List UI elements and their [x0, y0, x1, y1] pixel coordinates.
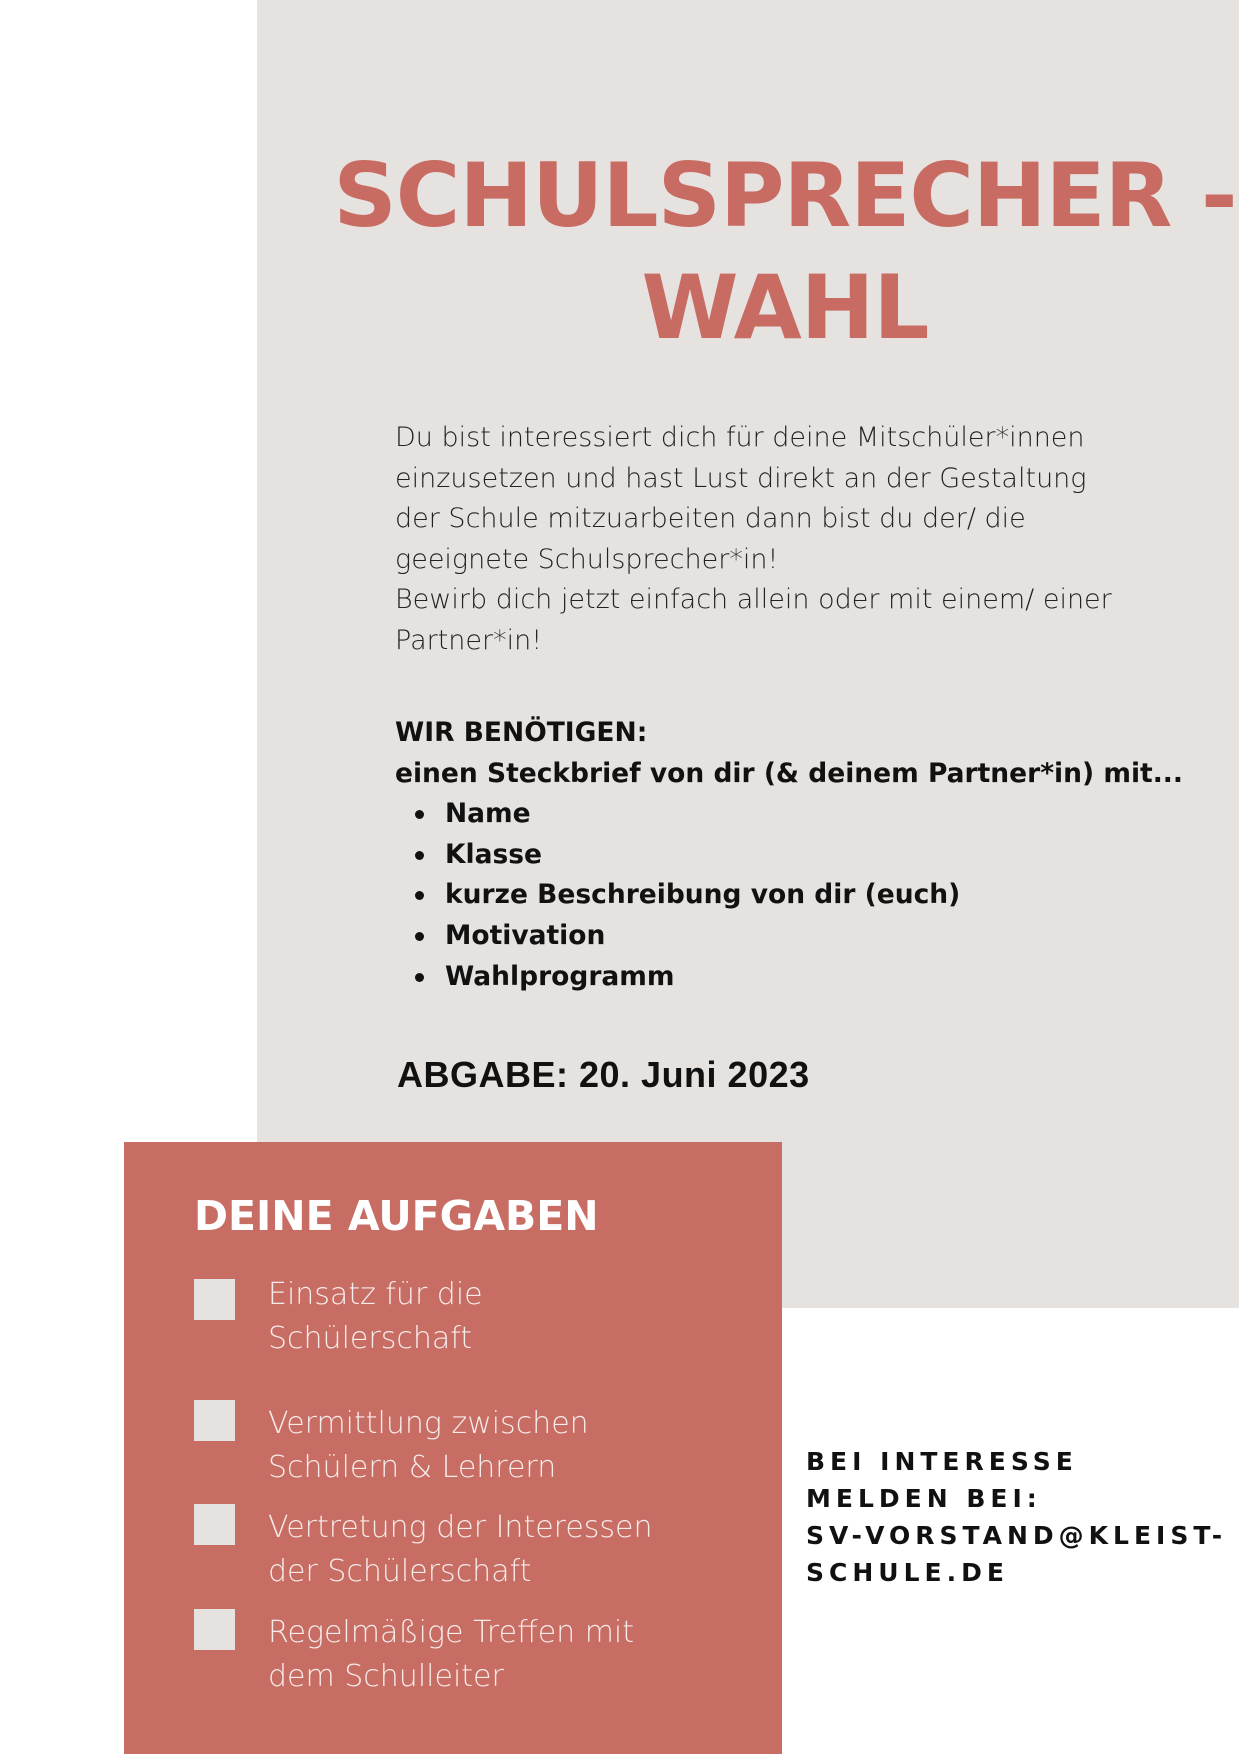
- task-text: [268, 1611, 758, 1699]
- task-line: dem Schulleiter: [268, 1659, 504, 1694]
- requirements-section: [395, 713, 1215, 997]
- checkbox-icon: [194, 1609, 235, 1650]
- intro-line: Partner*in!: [395, 624, 543, 656]
- page-title: [320, 140, 1239, 364]
- list-item-label: Name: [445, 798, 531, 830]
- task-text: [268, 1402, 758, 1490]
- bullet-icon: [415, 973, 424, 982]
- list-item: [395, 916, 1215, 957]
- task-line: Schülern & Lehrern: [268, 1450, 557, 1485]
- deadline-text: ABGABE: 20. Juni 2023: [397, 1054, 810, 1095]
- task-line: Schülerschaft: [268, 1321, 473, 1356]
- tasks-heading: DEINE AUFGABEN: [194, 1192, 599, 1240]
- list-item: [395, 794, 1215, 835]
- list-item-label: Motivation: [445, 919, 606, 951]
- checkbox-icon: [194, 1504, 235, 1545]
- contact-line: MELDEN BEI:: [806, 1484, 1042, 1513]
- task-line: Vermittlung zwischen: [268, 1406, 589, 1441]
- task-line: Vertretung der Interessen: [268, 1510, 653, 1545]
- contact-line: BEI INTERESSE: [806, 1447, 1078, 1476]
- intro-line: Bewirb dich jetzt einfach allein oder mit einem/ einer: [395, 584, 1112, 616]
- intro-line: geeignete Schulsprecher*in!: [395, 543, 779, 575]
- bullet-icon: [415, 810, 424, 819]
- intro-line: einzusetzen und hast Lust direkt an der Gestaltung: [395, 462, 1087, 494]
- task-line: Einsatz für die: [268, 1277, 483, 1312]
- requirements-list: [395, 794, 1215, 997]
- title-line-1: SCHULSPRECHER -: [333, 144, 1237, 247]
- bullet-icon: [415, 891, 424, 900]
- contact-email: SV-VORSTAND@KLEIST-: [806, 1521, 1228, 1550]
- list-item-label: kurze Beschreibung von dir (euch): [445, 879, 961, 911]
- intro-line: Du bist interessiert dich für deine Mitschüler*innen: [395, 422, 1085, 453]
- contact-info: [806, 1443, 1226, 1591]
- checkbox-icon: [194, 1279, 235, 1320]
- contact-email: SCHULE.DE: [806, 1558, 1009, 1587]
- list-item: [395, 875, 1215, 916]
- title-line-2: WAHL: [641, 256, 929, 359]
- task-line: der Schülerschaft: [268, 1554, 532, 1589]
- requirements-heading: WIR BENÖTIGEN:: [395, 717, 648, 748]
- task-text: [268, 1273, 758, 1361]
- task-line: Regelmäßige Treffen mit: [268, 1615, 635, 1650]
- intro-paragraph: [395, 418, 1155, 662]
- task-text: [268, 1506, 758, 1594]
- list-item-label: Klasse: [445, 838, 543, 870]
- checkbox-icon: [194, 1400, 235, 1441]
- intro-line: der Schule mitzuarbeiten dann bist du der/ die: [395, 503, 1026, 535]
- bullet-icon: [415, 851, 424, 860]
- requirements-subheading: einen Steckbrief von dir (& deinem Partner*in) mit...: [395, 757, 1183, 789]
- bullet-icon: [415, 932, 424, 941]
- list-item: [395, 957, 1215, 998]
- list-item-label: Wahlprogramm: [445, 960, 675, 992]
- list-item: [395, 835, 1215, 876]
